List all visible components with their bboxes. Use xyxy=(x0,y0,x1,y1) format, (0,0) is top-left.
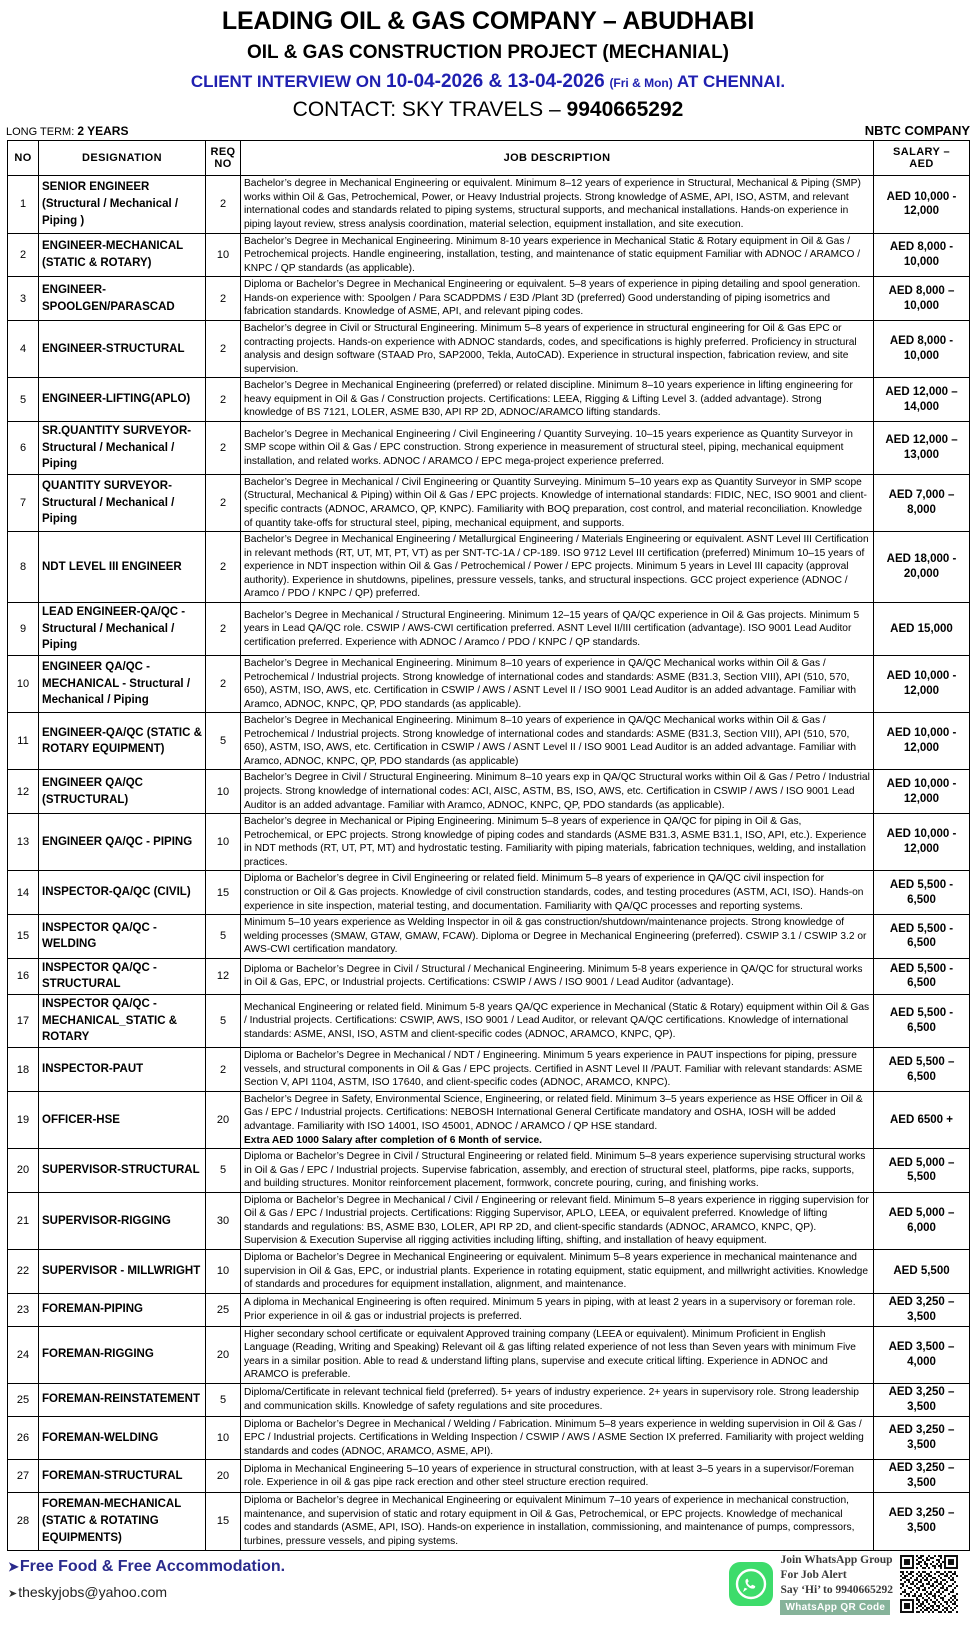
long-term-value: 2 YEARS xyxy=(77,124,129,139)
table-row xyxy=(8,1416,970,1460)
table-row xyxy=(8,1460,970,1493)
cell-req-no: 30 xyxy=(206,1192,241,1249)
cell-designation: SR.QUANTITY SURVEYOR-Structural / Mechanical / Piping xyxy=(39,421,206,474)
cell-no: 18 xyxy=(8,1048,39,1092)
cell-designation: FOREMAN-STRUCTURAL xyxy=(39,1460,206,1493)
cell-no: 11 xyxy=(8,713,39,770)
cell-designation: FOREMAN-REINSTATEMENT xyxy=(39,1383,206,1416)
cell-designation: LEAD ENGINEER-QA/QC - Structural / Mechanical / Piping xyxy=(39,602,206,655)
table-row xyxy=(8,602,970,655)
cell-job-description: Bachelor’s Degree in Mechanical Engineering (preferred) or related discipline. Minimum 8–10 years experience in lifting engineering for heavy equipment in Oil & Gas / Construction projects. Certifications: LEEA, Rigging & Lifting Level 3. (added advantage). Strong knowledge of BS 7121, LOLER, ASME B30, API RP 2D, ADNOC/ARAMCO lifting standards. xyxy=(241,378,874,422)
header-salary xyxy=(874,141,970,176)
cell-designation: FOREMAN-MECHANICAL (STATIC & ROTATING EQUIPMENTS) xyxy=(39,1493,206,1550)
cell-job-description: Bachelor’s Degree in Mechanical Engineering. Minimum 8–10 years of experience in QA/QC Mechanical works within Oil & Gas / Petrochemical / Industrial projects. Strong knowledge of international codes and standards: ASME (B31.3, Section VIII), API (510, 570, 650), ASTM, ISO, AWS, etc. Certification in CSWIP / AWS / ASNT Level II / ISO 9001 Lead Auditor is an added advantage. Familiar with Aramco, ADNOC, KNPC, QP, PDO standards (as applicable) xyxy=(241,713,874,770)
cell-job-description: Diploma or Bachelor’s Degree in Civil / Structural / Mechanical Engineering. Minimum 5-8 years experience in QA/QC for structural works in Oil & Gas, EPC, or Industrial projects. Certifications: CSWIP / AWS / ISO 9001 / Lead Auditor (advantage). xyxy=(241,958,874,994)
cell-salary: AED 5,500 - 6,500 xyxy=(874,958,970,994)
header-req-line1: REQ xyxy=(210,146,236,159)
table-row xyxy=(8,958,970,994)
interview-prefix: CLIENT INTERVIEW ON xyxy=(190,72,387,92)
cell-salary: AED 7,000 – 8,000 xyxy=(874,474,970,531)
cell-designation: INSPECTOR QA/QC - STRUCTURAL xyxy=(39,958,206,994)
cell-req-no: 5 xyxy=(206,915,241,959)
cell-req-no: 5 xyxy=(206,713,241,770)
cell-req-no: 20 xyxy=(206,1326,241,1383)
cell-req-no: 2 xyxy=(206,421,241,474)
jobs-table xyxy=(7,140,970,1550)
cell-designation: SENIOR ENGINEER (Structural / Mechanical / Piping ) xyxy=(39,176,206,233)
cell-job-description: Diploma/Certificate in relevant technical field (preferred). 5+ years of industry experience. 2+ years in supervisory role. Strong leadership and communication skills. Knowledge of safety regulations and site procedures. xyxy=(241,1383,874,1416)
table-row xyxy=(8,176,970,233)
cell-salary: AED 8,000 – 10,000 xyxy=(874,277,970,321)
cell-req-no: 2 xyxy=(206,474,241,531)
table-row xyxy=(8,814,970,871)
cell-salary: AED 5,500 xyxy=(874,1250,970,1294)
cell-designation: SUPERVISOR-RIGGING xyxy=(39,1192,206,1249)
cell-salary: AED 15,000 xyxy=(874,602,970,655)
cell-salary: AED 12,000 – 13,000 xyxy=(874,421,970,474)
jobs-table-body xyxy=(8,176,970,1550)
interview-days: (Fri & Mon) xyxy=(609,76,673,91)
cell-no: 9 xyxy=(8,602,39,655)
table-row xyxy=(8,378,970,422)
cell-no: 23 xyxy=(8,1293,39,1326)
contact-phone: 9940665292 xyxy=(566,98,684,122)
job-advertisement-page xyxy=(0,8,976,1637)
cell-req-no: 5 xyxy=(206,995,241,1048)
cell-no: 15 xyxy=(8,915,39,959)
table-row xyxy=(8,1493,970,1550)
table-row xyxy=(8,1149,970,1193)
cell-designation: ENGINEER-LIFTING(APLO) xyxy=(39,378,206,422)
cell-no: 6 xyxy=(8,421,39,474)
table-row xyxy=(8,1293,970,1326)
cell-no: 1 xyxy=(8,176,39,233)
table-row xyxy=(8,871,970,915)
cell-no: 26 xyxy=(8,1416,39,1460)
cell-job-description: Higher secondary school certificate or equivalent Approved training company (LEEA or equivalent). Minimum Proficient in English Language (Reading, Writing and Speaking) Relevant oil & gas lifting related experience of not less than Seven years with minimum Five years in a similar position. Able to read & understand lifting plans, supervise and execute critical lifting. Experience in ADNOC and ARAMCO is preferable. xyxy=(241,1326,874,1383)
cell-salary: AED 12,000 – 14,000 xyxy=(874,378,970,422)
cell-req-no: 20 xyxy=(206,1091,241,1148)
description-extra-note: Extra AED 1000 Salary after completion of 6 Month of service. xyxy=(244,1134,542,1146)
header-designation: DESIGNATION xyxy=(39,141,206,176)
arrow-bullet-icon: ➤ xyxy=(8,1587,18,1600)
cell-job-description: Diploma in Mechanical Engineering 5–10 years of experience in structural construction, with at least 3–5 years in a supervisor/Foreman role. Experience in oil & gas pipe rack erection and other steel structure erection required. xyxy=(241,1460,874,1493)
long-term-label: LONG TERM: xyxy=(6,126,78,139)
cell-designation: INSPECTOR-QA/QC (CIVIL) xyxy=(39,871,206,915)
cell-job-description: Minimum 5–10 years experience as Welding Inspector in oil & gas construction/shutdown/maintenance projects. Strong knowledge of welding processes (SMAW, GTAW, GMAW, FCAW). Diploma or Degree in Mechanical Engineering (preferred). CSWIP 3.1 / CSWIP 3.2 or AWS-CWI certification mandatory. xyxy=(241,915,874,959)
cell-req-no: 20 xyxy=(206,1460,241,1493)
contact-prefix: CONTACT: SKY TRAVELS – xyxy=(292,98,567,122)
cell-req-no: 10 xyxy=(206,233,241,277)
header-job-description: JOB DESCRIPTION xyxy=(241,141,874,176)
cell-no: 24 xyxy=(8,1326,39,1383)
cell-salary: AED 8,000 - 10,000 xyxy=(874,320,970,377)
cell-salary: AED 10,000 - 12,000 xyxy=(874,770,970,814)
cell-no: 17 xyxy=(8,995,39,1048)
cell-req-no: 5 xyxy=(206,1149,241,1193)
jobs-table-head xyxy=(8,141,970,176)
header-salary-line1: SALARY – xyxy=(893,146,950,159)
table-header-row xyxy=(8,141,970,176)
cell-no: 22 xyxy=(8,1250,39,1294)
cell-req-no: 15 xyxy=(206,871,241,915)
cell-req-no: 2 xyxy=(206,655,241,712)
table-row xyxy=(8,1048,970,1092)
cell-no: 7 xyxy=(8,474,39,531)
cell-req-no: 25 xyxy=(206,1293,241,1326)
cell-req-no: 10 xyxy=(206,1250,241,1294)
advertisement-footer xyxy=(8,1553,968,1637)
arrow-bullet-icon: ➤ xyxy=(8,1558,19,1574)
cell-no: 14 xyxy=(8,871,39,915)
cell-job-description: Mechanical Engineering or related field. Minimum 5-8 years QA/QC experience in Mechanical (Static & Rotary) equipment within Oil & Gas / Industrial projects. Certifications: CSWIP, AWS, ISO 9001 / Lead Auditor, or relevant QA/QC certifications. Knowledge of international standards: ASME, ANSI, ISO, ASTM and client-specific codes (ADNOC, ARAMCO, KNPC, QP). xyxy=(241,995,874,1048)
cell-job-description: A diploma in Mechanical Engineering is often required. Minimum 5 years in piping, with at least 2 years in a supervisory or foreman role. Prior experience in oil & gas or industrial projects is preferred. xyxy=(241,1293,874,1326)
table-row xyxy=(8,532,970,603)
cell-salary: AED 3,250 – 3,500 xyxy=(874,1460,970,1493)
cell-salary: AED 10,000 - 12,000 xyxy=(874,814,970,871)
advertisement-header xyxy=(0,8,976,121)
cell-salary: AED 5,500 - 6,500 xyxy=(874,915,970,959)
cell-job-description: Bachelor’s Degree in Civil / Structural Engineering. Minimum 8–10 years exp in QA/QC Structural works within Oil & Gas / Petro / Industrial projects. Strong knowledge of international codes: ACI, AISC, ASTM, BS, ISO, AWS, etc. Certification in CSWIP / AWS / ISO 9001 Lead Auditor is an added advantage. Familiar with Aramco, ADNOC, KNPC, QP, PDO standards (as applicable). xyxy=(241,770,874,814)
cell-designation: SUPERVISOR-STRUCTURAL xyxy=(39,1149,206,1193)
table-row xyxy=(8,995,970,1048)
cell-salary: AED 10,000 - 12,000 xyxy=(874,713,970,770)
cell-job-description: Bachelor’s Degree in Mechanical / Structural Engineering. Minimum 12–15 years of QA/QC experience in Oil & Gas projects. Minimum 5 years in Lead QA/QC role. CSWIP / AWS-CWI certification preferred. ASNT Level II/III certification (advantage). ISO 9001 Lead Auditor certification preferred. Experience with ADNOC / Aramco / PDO / KNPC / QP standards. xyxy=(241,602,874,655)
table-row xyxy=(8,915,970,959)
table-row xyxy=(8,277,970,321)
table-row xyxy=(8,1326,970,1383)
whatsapp-line-3: Say ‘Hi’ to 9940665292 xyxy=(780,1583,893,1596)
cell-designation: FOREMAN-PIPING xyxy=(39,1293,206,1326)
cell-no: 20 xyxy=(8,1149,39,1193)
cell-salary: AED 10,000 - 12,000 xyxy=(874,176,970,233)
cell-no: 19 xyxy=(8,1091,39,1148)
whatsapp-text-block xyxy=(780,1553,893,1616)
cell-salary: AED 3,250 – 3,500 xyxy=(874,1293,970,1326)
cell-req-no: 15 xyxy=(206,1493,241,1550)
table-row xyxy=(8,320,970,377)
interview-announcement xyxy=(0,71,976,93)
table-row xyxy=(8,1192,970,1249)
cell-req-no: 2 xyxy=(206,1048,241,1092)
cell-designation: ENGINEER QA/QC - MECHANICAL - Structural / Mechanical / Piping xyxy=(39,655,206,712)
cell-designation: INSPECTOR-PAUT xyxy=(39,1048,206,1092)
cell-designation: ENGINEER-STRUCTURAL xyxy=(39,320,206,377)
whatsapp-line-1: Join WhatsApp Group xyxy=(780,1553,893,1566)
cell-designation: INSPECTOR QA/QC - MECHANICAL_STATIC & ROTARY xyxy=(39,995,206,1048)
header-no: NO xyxy=(8,141,39,176)
whatsapp-line-2: For Job Alert xyxy=(780,1568,847,1581)
cell-designation: FOREMAN-WELDING xyxy=(39,1416,206,1460)
table-row xyxy=(8,1383,970,1416)
whatsapp-qr-label: WhatsApp QR Code xyxy=(780,1600,890,1615)
cell-job-description: Diploma or Bachelor’s Degree in Mechanical / Welding / Fabrication. Minimum 5–8 years experience in welding supervision in Oil & Gas / EPC / Industrial projects. Certifications in Welding Inspection / CSWIP / AWS / ASME Section IX preferred. Familiarity with project welding standards and codes (ADNOC, ARAMCO, ASME, API). xyxy=(241,1416,874,1460)
cell-job-description: Bachelor’s Degree in Mechanical Engineering. Minimum 8-10 years experience in Mechanical Static & Rotary equipment in Oil & Gas / Petrochemical projects. Handle engineering, installation, testing, and maintenance of static equipment Familiar with ADNOC / ARAMCO / KNPC / QP standards (as applicable). xyxy=(241,233,874,277)
cell-no: 21 xyxy=(8,1192,39,1249)
cell-job-description: Diploma or Bachelor’s Degree in Civil / Structural Engineering or related field. Minimum 5–8 years experience supervising structural works in Oil & Gas / EPC / Industrial projects. Supervise fabrication, assembly, and erection of structural steel, platforms, pipe racks, supports, and building structures. Monitor reinforcement placement, formwork, concrete pouring, curing, and finishing works. xyxy=(241,1149,874,1193)
cell-designation: OFFICER-HSE xyxy=(39,1091,206,1148)
cell-designation: ENGINEER QA/QC - PIPING xyxy=(39,814,206,871)
table-row xyxy=(8,713,970,770)
cell-job-description: Diploma or Bachelor’s Degree in Mechanical Engineering or equivalent. 5–8 years of experience in piping detailing and spool generation. Hands-on experience with: Spoolgen / Para SCADPDMS / E3D /Plant 3D (preferred) Good understanding of piping isometrics and fabrication standards. Knowledge of ASME, API, and relevant piping codes. xyxy=(241,277,874,321)
cell-req-no: 12 xyxy=(206,958,241,994)
cell-salary: AED 6500 + xyxy=(874,1091,970,1148)
qr-code-image[interactable] xyxy=(900,1555,958,1613)
email-text[interactable]: theskyjobs@yahoo.com xyxy=(18,1583,168,1600)
benefits-text: Free Food & Free Accommodation. xyxy=(19,1557,286,1575)
cell-req-no: 2 xyxy=(206,176,241,233)
cell-no: 2 xyxy=(8,233,39,277)
cell-job-description xyxy=(241,1091,874,1148)
cell-req-no: 2 xyxy=(206,602,241,655)
cell-no: 5 xyxy=(8,378,39,422)
project-subtitle: OIL & GAS CONSTRUCTION PROJECT (MECHANIAL) xyxy=(246,41,730,63)
cell-salary: AED 3,250 – 3,500 xyxy=(874,1493,970,1550)
company-title: LEADING OIL & GAS COMPANY – ABUDHABI xyxy=(221,7,755,35)
cell-salary: AED 3,500 – 4,000 xyxy=(874,1326,970,1383)
table-row xyxy=(8,474,970,531)
cell-req-no: 10 xyxy=(206,1416,241,1460)
cell-designation: QUANTITY SURVEYOR-Structural / Mechanical / Piping xyxy=(39,474,206,531)
cell-designation: NDT LEVEL III ENGINEER xyxy=(39,532,206,603)
table-row xyxy=(8,233,970,277)
cell-job-description: Diploma or Bachelor’s Degree in Mechanical / NDT / Engineering. Minimum 5 years experience in PAUT inspections for piping, pressure vessels, and structural components in Oil & Gas / EPC projects. Certified in ASNT Level II /PAUT. Familiar with relevant standards: ASME Section V, API 1104, ASTM, ISO 17640, and client-specific codes (ADNOC, ARAMCO, KNPC). xyxy=(241,1048,874,1092)
cell-designation: FOREMAN-RIGGING xyxy=(39,1326,206,1383)
cell-no: 4 xyxy=(8,320,39,377)
cell-no: 25 xyxy=(8,1383,39,1416)
cell-no: 8 xyxy=(8,532,39,603)
cell-req-no: 10 xyxy=(206,814,241,871)
header-req-line2: NO xyxy=(214,158,232,171)
cell-job-description: Bachelor’s Degree in Mechanical Engineering. Minimum 8–10 years of experience in QA/QC Mechanical works within Oil & Gas / Petrochemical / Industrial projects. Strong knowledge of international codes and standards: ASME (B31.3, Section VIII), API (510, 570, 650), ASTM, ISO, AWS, etc. Certification in CSWIP / AWS / ASNT Level II / ISO 9001 Lead Auditor is an added advantage. Familiar with Aramco, ADNOC, KNPC, QP, PDO standards (as applicable). xyxy=(241,655,874,712)
cell-req-no: 2 xyxy=(206,532,241,603)
cell-salary: AED 5,000 – 5,500 xyxy=(874,1149,970,1193)
cell-no: 13 xyxy=(8,814,39,871)
table-row xyxy=(8,1091,970,1148)
cell-no: 3 xyxy=(8,277,39,321)
long-term-info xyxy=(6,124,128,138)
cell-salary: AED 5,500 - 6,500 xyxy=(874,995,970,1048)
interview-suffix: AT CHENNAI. xyxy=(672,72,786,92)
cell-req-no: 10 xyxy=(206,770,241,814)
cell-no: 16 xyxy=(8,958,39,994)
cell-job-description: Diploma or Bachelor’s degree in Civil Engineering or related field. Minimum 5–8 years of experience in QA/QC civil inspection for construction or Oil & Gas projects. Knowledge of civil construction standards, codes, and testing procedures (ASTM, ACI, ISO). Hands-on experience in site inspection, material testing, and documentation. Familiarity with QA/QC processes and reporting systems. xyxy=(241,871,874,915)
interview-dates: 10-04-2026 & 13-04-2026 xyxy=(386,71,605,93)
cell-req-no: 2 xyxy=(206,320,241,377)
cell-designation: ENGINEER-QA/QC (STATIC & ROTARY EQUIPMENT) xyxy=(39,713,206,770)
cell-job-description: Diploma or Bachelor’s Degree in Mechanical / Civil / Engineering or relevant field. Minimum 5–8 years experience in rigging supervision for Oil & Gas / EPC / Industrial projects. Certifications: Rigging Supervisor, APLO, LEEA, or equivalent preferred. Knowledge of lifting standards and regulations: BS, ASME B30, LOLER, API RP 2D, and client-specific standards (ADNOC, ARAMCO, KNPC, QP). Supervision & Execution Supervise all rigging activities including lifting, shifting, and installation of heavy equipment. xyxy=(241,1192,874,1249)
cell-no: 28 xyxy=(8,1493,39,1550)
cell-salary: AED 10,000 - 12,000 xyxy=(874,655,970,712)
cell-job-description: Bachelor’s degree in Mechanical Engineering or equivalent. Minimum 8–12 years of experience in Structural, Mechanical & Piping (SMP) works within Oil & Gas, Petrochemical, Power, or Heavy Industrial projects. Strong knowledge of ASME, API, ISO, ASTM, and relevant international codes and standards related to piping systems, structural supports, and mechanical installations. Hands-on experience in piping layout review, stress analysis coordination, material selection, equipment installation, and site execution. xyxy=(241,176,874,233)
cell-no: 12 xyxy=(8,770,39,814)
cell-salary: AED 8,000 - 10,000 xyxy=(874,233,970,277)
cell-req-no: 2 xyxy=(206,277,241,321)
table-row xyxy=(8,655,970,712)
cell-job-description: Bachelor’s degree in Civil or Structural Engineering. Minimum 5–8 years of experience in structural engineering for Oil & Gas EPC or contracting projects. Hands-on experience with ADNOC standards, codes, and specifications is highly preferred. Proficiency in structural analysis and design software (STAAD Pro, SAP2000, Tekla, AutoCAD). Experience in structural inspection, fabrication review, and site supervision. xyxy=(241,320,874,377)
cell-salary: AED 5,500 – 6,500 xyxy=(874,1048,970,1092)
cell-designation: ENGINEER-MECHANICAL (STATIC & ROTARY) xyxy=(39,233,206,277)
whatsapp-icon[interactable] xyxy=(729,1562,773,1606)
cell-designation: INSPECTOR QA/QC - WELDING xyxy=(39,915,206,959)
table-row xyxy=(8,770,970,814)
cell-job-description: Bachelor’s degree in Mechanical or Piping Engineering. Minimum 5–8 years of experience in QA/QC for piping in Oil & Gas, Petrochemical, or EPC projects. Strong knowledge of piping codes and standards (ASME B31.3, ASME B31.1, ISO, API, etc.). Experience in NDT methods (RT, UT, PT, MT) and hydrostatic testing. Familiarity with piping materials, fabrication techniques, welding, and installation practices. xyxy=(241,814,874,871)
sub-header-bar xyxy=(0,123,976,140)
cell-salary: AED 18,000 - 20,000 xyxy=(874,532,970,603)
cell-salary: AED 3,250 – 3,500 xyxy=(874,1383,970,1416)
description-text: Bachelor’s Degree in Safety, Environmental Science, Engineering, or related field. Minimum 3–5 years experience as HSE Officer in Oil & Gas / EPC / Industrial projects. Certifications: NEBOSH International General Certificate mandatory and OSHA, IOSH will be added advantage. Familiarity with ISO 14001, ISO 45001, ADNOC / ARAMCO / QP HSE standard. xyxy=(244,1093,863,1132)
cell-designation: ENGINEER QA/QC (STRUCTURAL) xyxy=(39,770,206,814)
cell-job-description: Bachelor’s Degree in Mechanical / Civil Engineering or Quantity Surveying. Minimum 5–10 years exp as Quantity Surveyor in SMP scope (Structural, Mechanical & Piping) within Oil & Gas / EPC projects. Knowledge of international standards: FIDIC, NEC, ISO 9001 and client-specific contracts (ADNOC, ARAMCO, QP, KNPC). Familiarity with BOQ preparation, cost control, and material reconciliation. Knowledge of quantity take-offs for structural steel, piping, mechanical equipment, and supports. xyxy=(241,474,874,531)
cell-designation: ENGINEER-SPOOLGEN/PARASCAD xyxy=(39,277,206,321)
cell-no: 10 xyxy=(8,655,39,712)
cell-req-no: 2 xyxy=(206,378,241,422)
cell-job-description: Diploma or Bachelor’s degree in Mechanical Engineering or equivalent Minimum 7–10 years of experience in mechanical construction, maintenance, and supervision of static and rotary equipment in Oil & Gas, Petrochemical, or EPC projects. Knowledge of mechanical codes and standards (ASME, API, ISO). Hands-on experience in installation, commissioning, and maintenance of pumps, compressors, turbines, pressure vessels, and piping systems. xyxy=(241,1493,874,1550)
header-req-no xyxy=(206,141,241,176)
cell-job-description: Bachelor’s Degree in Mechanical Engineering / Civil Engineering / Quantity Surveying. 10–15 years experience as Quantity Surveyor in SMP scope within Oil & Gas / EPC construction. Strong experience in measurement of structural steel, piping, mechanical equipment installation, and related works. ADNOC / ARAMCO / EPC mega-project experience preferred. xyxy=(241,421,874,474)
cell-designation: SUPERVISOR - MILLWRIGHT xyxy=(39,1250,206,1294)
company-tag: NBTC COMPANY xyxy=(864,123,970,139)
table-row xyxy=(8,421,970,474)
whatsapp-promo[interactable] xyxy=(729,1553,958,1616)
cell-salary: AED 5,000 – 6,000 xyxy=(874,1192,970,1249)
cell-job-description: Diploma or Bachelor’s Degree in Mechanical Engineering or equivalent. Minimum 5–8 years experience in mechanical maintenance and supervision in Oil & Gas, EPC, or industrial plants. Experience in rotating equipment, static equipment, and millwright activities. Knowledge of standards and procedures for equipment installation, alignment, and maintenance. xyxy=(241,1250,874,1294)
table-row xyxy=(8,1250,970,1294)
cell-job-description: Bachelor’s Degree in Mechanical Engineering / Metallurgical Engineering / Materials Engineering or equivalent. ASNT Level III Certification in relevant methods (RT, UT, MT, PT, VT) as per SNT-TC-1A / CP-189. ISO 9712 Level III certification (preferred) Minimum 10–15 years of experience in NDT inspection within Oil & Gas / Petrochemical / Power / EPC projects. Minimum 5 years in Level III capacity (approval authority). Experience in shutdowns, pipelines, pressure vessels, tanks, and structural inspections. GCC project experience (ADNOC / Aramco / PDO / KNPC / QP) preferred. xyxy=(241,532,874,603)
cell-salary: AED 3,250 – 3,500 xyxy=(874,1416,970,1460)
header-salary-line2: AED xyxy=(909,158,934,171)
contact-line xyxy=(0,98,976,121)
cell-req-no: 5 xyxy=(206,1383,241,1416)
cell-salary: AED 5,500 - 6,500 xyxy=(874,871,970,915)
cell-no: 27 xyxy=(8,1460,39,1493)
